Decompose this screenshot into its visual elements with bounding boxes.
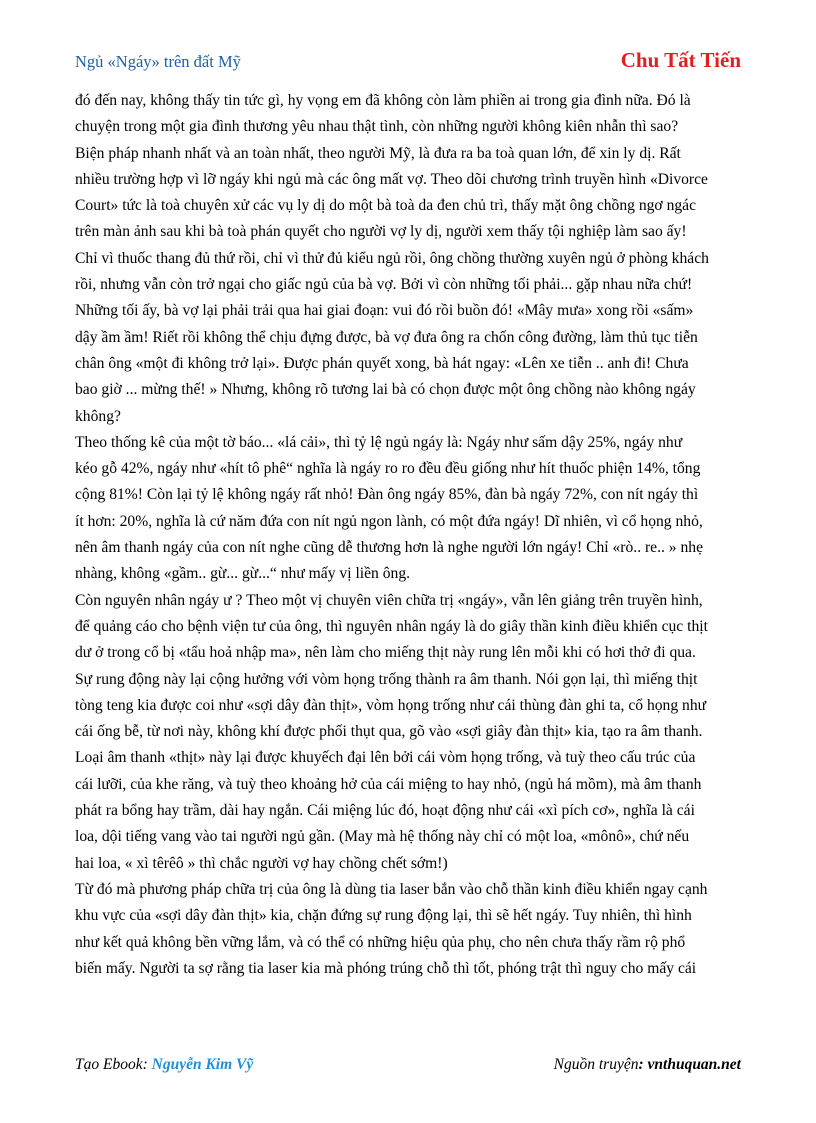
text-line: để quảng cáo cho bệnh viện tư của ông, thì nguyên nhân ngáy là do giây thần kinh điều khiển cục thịt	[75, 617, 708, 635]
text-line: chuyện trong một gia đình thương yêu nhau thật tình, còn những người không kiên nhẫn thì sao?	[75, 118, 679, 136]
ebook-author: Nguyễn Kim Vỹ	[151, 1056, 254, 1073]
text-line: trên màn ảnh sau khi bà toà phán quyết cho người vợ ly dị, người xem thấy tội nghiệp làm sao ấy!	[75, 223, 687, 241]
text-line: không?	[75, 407, 121, 425]
text-line: nhiều trường hợp vì lỡ ngáy khi ngủ mà các ông mất vợ. Theo dõi chương trình truyền hình «Divorce	[75, 170, 708, 188]
text-line: chân ông «một đi không trở lại». Được phán quyết xong, bà hát ngay: «Lên xe tiễn .. anh đi! Chưa	[75, 354, 689, 372]
source-site[interactable]: vnthuquan.net	[647, 1056, 741, 1073]
text-line: phát ra bổng hay trầm, dài hay ngắn. Cái miệng lúc đó, hoạt động như cái «xì pích cơ», nghĩa là cái	[75, 802, 695, 820]
text-line: Còn nguyên nhân ngáy ư ? Theo một vị chuyên viên chữa trị «ngáy», vẫn lên giảng trên truyền hình,	[75, 591, 703, 609]
text-line: Theo thống kê của một tờ báo... «lá cải», thì tỷ lệ ngủ ngáy là: Ngáy như sấm dậy 25%, ngáy như	[75, 433, 683, 451]
text-line: bao giờ ... mừng thế! » Nhưng, không rõ tương lai bà có chọn được một ông chồng nào không ngáy	[75, 381, 696, 399]
source-label: Nguồn truyện	[553, 1056, 639, 1073]
text-line: đó đến nay, không thấy tin tức gì, hy vọng em đã không còn làm phiền ai trong gia đình nữa. Đó là	[75, 92, 691, 109]
text-line: cộng 81%! Còn lại tỷ lệ không ngáy rất nhỏ! Đàn ông ngáy 85%, đàn bà ngáy 72%, con nít ngáy thì	[75, 486, 699, 504]
source-separator: :	[638, 1056, 648, 1073]
text-line: Sự rung động này lại cộng hưởng với vòm họng trống thành ra âm thanh. Nói gọn lại, thì miếng thịt	[75, 670, 698, 688]
text-line: Những tối ấy, bà vợ lại phải trải qua hai giai đoạn: vui đó rồi buồn đó! «Mây mưa» xong rồi «sấm»	[75, 302, 694, 320]
text-line: Từ đó mà phương pháp chữa trị của ông là dùng tia laser bắn vào chỗ thần kinh điều khiển ngay cạnh	[75, 880, 708, 898]
ebook-label: Tạo Ebook	[75, 1056, 143, 1073]
footer-ebook-credit	[75, 1056, 253, 1074]
text-line: kéo gỗ 42%, ngáy như «hít tô phê“ nghĩa là ngáy ro ro đều đều giống như hít thuốc phiện 14%, tổng	[75, 460, 701, 478]
author-name: Chu Tất Tiến	[620, 48, 741, 72]
text-line: loa, dội tiếng vang vào tai người ngủ gần. (May mà hệ thống này chỉ có một loa, «mônô», chứ nếu	[75, 828, 690, 846]
text-line: rồi, nhưng vẫn còn trở ngại cho giấc ngủ của bà vợ. Bởi vì còn những tối phải... gặp nhau nữa chứ!	[75, 276, 693, 294]
text-line: dậy ầm ầm! Riết rồi không thể chịu đựng được, bà vợ đưa ông ra chốn công đường, làm thủ tục tiễn	[75, 328, 698, 346]
text-line: nên âm thanh ngáy của con nít nghe cũng dễ thương hơn là nghe người lớn ngáy! Chỉ «rò.. re.. » nhẹ	[75, 539, 704, 557]
text-line: cái ống bễ, từ nơi này, không khí được phối thụt qua, gõ vào «sợi giây đàn thịt» kia, tạo ra âm thanh.	[75, 723, 703, 741]
text-line: biến mấy. Người ta sợ rằng tia laser kia mà phóng trúng chỗ thì tốt, phóng trật thì nguy cho mấy cái	[75, 959, 697, 977]
footer-source-credit	[554, 1056, 741, 1074]
body-text	[75, 88, 743, 982]
text-line: khu vực của «sợi dây đàn thịt» kia, chặn đứng sự rung động lại, thì sẽ hết ngáy. Tuy nhiên, thì hình	[75, 907, 692, 925]
text-line: Chỉ vì thuốc thang đủ thứ rồi, chỉ vì thử đủ kiểu ngủ rồi, ông chồng thường xuyên ngủ ở phòng khách	[75, 249, 709, 267]
text-line: ít hơn: 20%, nghĩa là cứ năm đứa con nít ngủ ngon lành, có một đứa ngáy! Dĩ nhiên, vì cổ họng nhỏ,	[75, 512, 703, 530]
text-line: Loại âm thanh «thịt» này lại được khuyếch đại lên bởi cái vòm họng trống, và tuỳ theo cấu trúc của	[75, 749, 696, 767]
text-line: cái lưỡi, của khe răng, và tuỳ theo khoảng hở của cái miệng to hay nhỏ, (ngủ há mồm), mà âm thanh	[75, 775, 702, 793]
text-line: Biện pháp nhanh nhất và an toàn nhất, theo người Mỹ, là đưa ra ba toà quan lớn, để xin ly dị. Rất	[75, 144, 681, 162]
text-line: như kết quả không bền vững lắm, và có thể có những hiệu qủa phụ, cho nên chưa thấy rầm rộ phổ	[75, 933, 686, 951]
text-line: Court» tức là toà chuyên xử các vụ ly dị do một bà toà da đen chủ trì, thấy mặt ông chồng ngơ ngác	[75, 197, 697, 215]
text-line: nhàng, không «gầm.. gừ... gừ...“ như mấy vị liền ông.	[75, 565, 411, 583]
text-line: hai loa, « xì têrêô » thì chắc người vợ hay chồng chết sớm!)	[75, 854, 448, 872]
ebook-separator: :	[142, 1056, 152, 1073]
book-title: Ngủ «Ngáy» trên đất Mỹ	[75, 52, 241, 71]
text-line: tòng teng kia được coi như «sợi dây đàn thịt», vòm họng trống như cái thùng đàn ghi ta, cổ họng như	[75, 696, 707, 714]
text-line: dư ở trong cổ bị «tẩu hoả nhập ma», nên làm cho miếng thịt này rung lên mỗi khi có hơi thở đi qua.	[75, 644, 696, 662]
